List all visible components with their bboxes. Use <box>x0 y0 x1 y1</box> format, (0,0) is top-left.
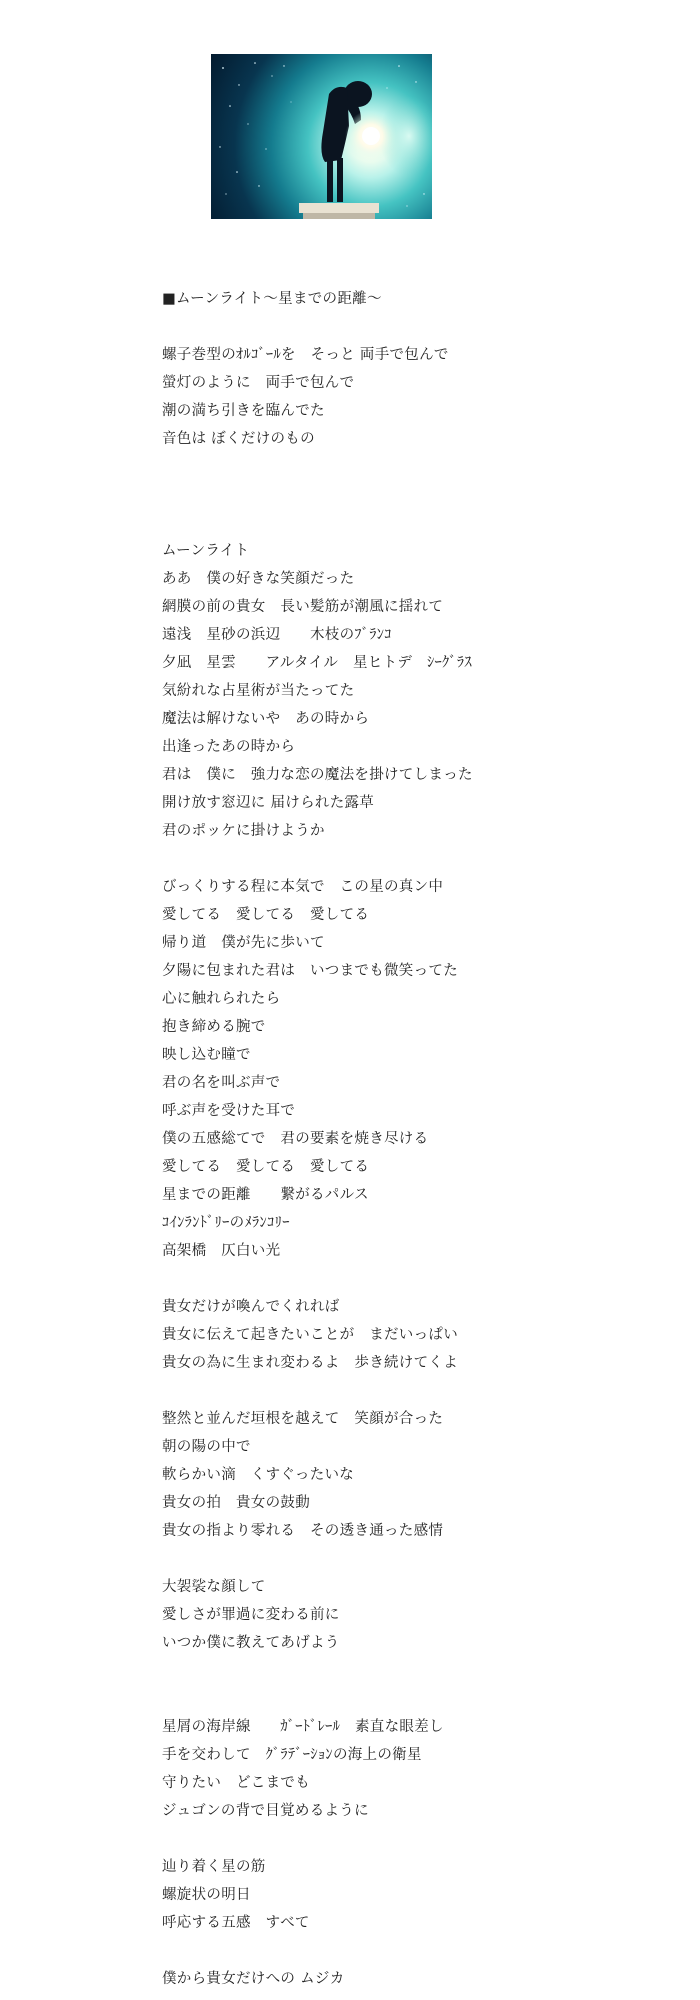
lyric-line: 辿り着く星の筋 <box>162 1859 266 1875</box>
lyric-line: 大袈裟な顔して <box>162 1579 266 1595</box>
lyric-line: 整然と並んだ垣根を越えて 笑顔が合った <box>162 1411 444 1427</box>
lyric-line: 君の名を叫ぶ声で <box>162 1075 281 1091</box>
lyrics-title: ■ムーンライト〜星までの距離〜 <box>162 291 382 307</box>
orb-core <box>362 127 380 145</box>
lyric-line: 心に触れられたら <box>162 991 281 1007</box>
lyric-line: 高架橋 仄白い光 <box>162 1243 281 1259</box>
lyric-line: 手を交わして ｸﾞﾗﾃﾞｰｼｮﾝの海上の衛星 <box>162 1747 422 1763</box>
lyric-line: 帰り道 僕が先に歩いて <box>162 935 325 951</box>
girl-holding-glowing-orb-illustration <box>211 54 432 219</box>
pedestal <box>299 203 379 213</box>
lyric-line: 愛してる 愛してる 愛してる <box>162 1159 370 1175</box>
lyric-line: 守りたい どこまでも <box>162 1775 310 1791</box>
lyric-line: 僕から貴女だけへの ムジカ <box>162 1971 345 1987</box>
lyric-line: 螺旋状の明日 <box>162 1887 251 1903</box>
lyric-line: 呼ぶ声を受けた耳で <box>162 1103 296 1119</box>
lyric-line: びっくりする程に本気で この星の真ン中 <box>162 879 444 895</box>
lyric-line: 網膜の前の貴女 長い髪筋が潮風に揺れて <box>162 599 444 615</box>
lyric-line: 貴女の指より零れる その透き通った感情 <box>162 1523 444 1539</box>
lyric-line: 抱き締める腕で <box>162 1019 266 1035</box>
lyric-line: 魔法は解けないや あの時から <box>162 711 370 727</box>
lyric-line: ムーンライト <box>162 543 250 559</box>
lyrics-document <box>162 285 662 1993</box>
lyric-line: 貴女の拍 貴女の鼓動 <box>162 1495 310 1511</box>
lyric-line: 出逢ったあの時から <box>162 739 296 755</box>
girl-holding-glowing-orb-image <box>211 54 432 219</box>
lyric-line: 星までの距離 繋がるパルス <box>162 1187 369 1203</box>
lyric-line: いつか僕に教えてあげよう <box>162 1635 340 1651</box>
lyric-line: 呼応する五感 すべて <box>162 1915 310 1931</box>
lyric-line: 貴女の為に生まれ変わるよ 歩き続けてくよ <box>162 1355 458 1371</box>
lyric-line: 君のポッケに掛けようか <box>162 823 325 839</box>
lyric-line: 音色は ぼくだけのもの <box>162 431 315 447</box>
lyric-line: 朝の陽の中で <box>162 1439 251 1455</box>
lyric-line: 螢灯のように 両手で包んで <box>162 375 355 391</box>
lyric-line: 気紛れな占星術が当たってた <box>162 683 355 699</box>
lyric-line: 螺子巻型のｵﾙｺﾞｰﾙを そっと 両手で包んで <box>162 347 449 363</box>
lyric-line: ｺｲﾝﾗﾝﾄﾞﾘｰのﾒﾗﾝｺﾘｰ <box>162 1215 290 1231</box>
lyric-line: 夕凪 星雲 アルタイル 星ヒトデ ｼｰｸﾞﾗｽ <box>162 655 472 671</box>
lyric-line: 遠浅 星砂の浜辺 木枝のﾌﾞﾗﾝｺ <box>162 627 392 643</box>
lyric-line: 夕陽に包まれた君は いつまでも微笑ってた <box>162 963 458 979</box>
lyric-line: 映し込む瞳で <box>162 1047 251 1063</box>
lyric-line: ああ 僕の好きな笑顔だった <box>162 571 355 587</box>
lyric-line: 愛しさが罪過に変わる前に <box>162 1607 340 1623</box>
lyric-line: 君は 僕に 強力な恋の魔法を掛けてしまった <box>162 767 473 783</box>
lyric-line: 軟らかい滴 くすぐったいな <box>162 1467 355 1483</box>
lyric-line: 開け放す窓辺に 届けられた露草 <box>162 795 375 811</box>
lyric-line: ジュゴンの背で目覚めるように <box>162 1803 369 1819</box>
lyric-line: 愛してる 愛してる 愛してる <box>162 907 370 923</box>
lyric-line: 潮の満ち引きを臨んでた <box>162 403 325 419</box>
lyric-line: 貴女に伝えて起きたいことが まだいっぱい <box>162 1327 458 1343</box>
lyric-line: 僕の五感総てで 君の要素を焼き尽ける <box>162 1131 429 1147</box>
lyric-line: 星屑の海岸線 ｶﾞｰﾄﾞﾚｰﾙ 素直な眼差し <box>162 1719 444 1735</box>
lyric-line: 貴女だけが喚んでくれれば <box>162 1299 340 1315</box>
